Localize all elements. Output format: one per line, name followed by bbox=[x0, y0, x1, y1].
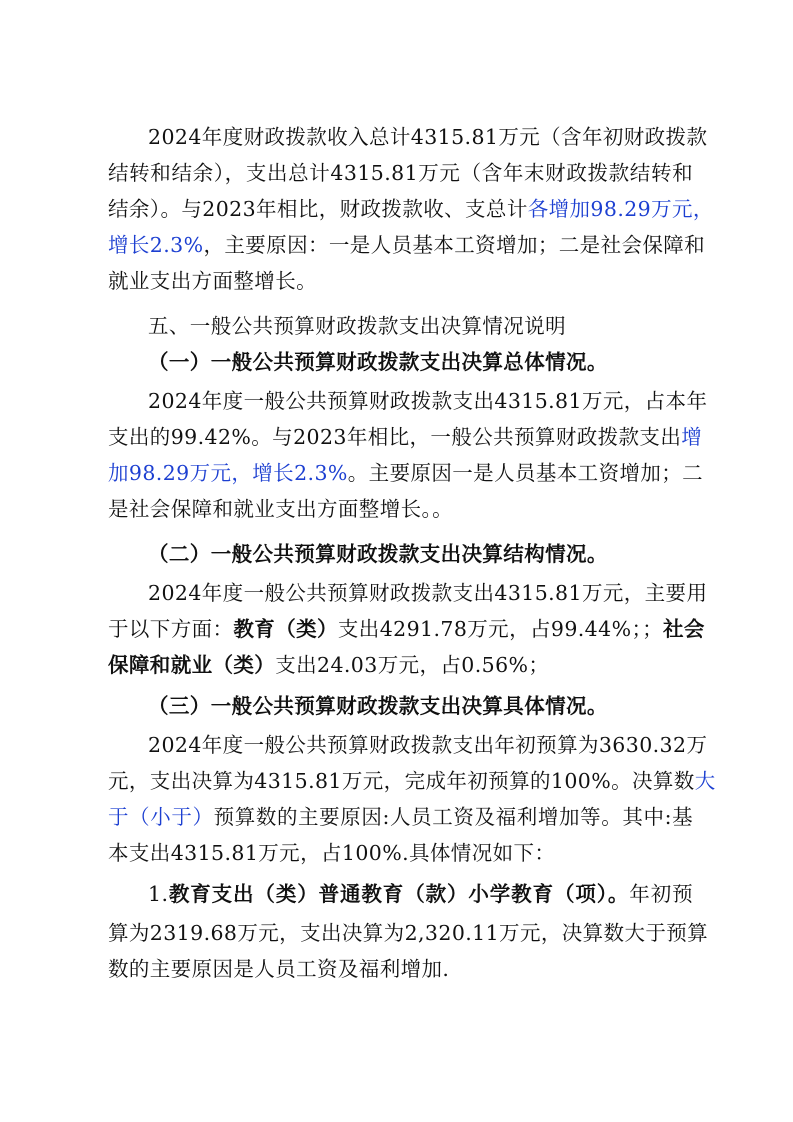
para1-line4 bbox=[108, 230, 706, 260]
sub1-increase-highlight-start: 增 bbox=[681, 425, 703, 449]
section5-heading: 五、一般公共预算财政拨款支出决算情况说明 bbox=[148, 314, 566, 338]
sub1-line4: 是社会保障和就业支出方面整增长。。 bbox=[108, 497, 454, 521]
para1-line4-text: ，主要原因：一是人员基本工资增加；二是社会保障和 bbox=[203, 233, 706, 257]
subsection3-title: （三）一般公共预算财政拨款支出决算具体情况。 bbox=[148, 694, 608, 718]
para1-line3-text: 结余）。与2023年相比，财政拨款收、支总计 bbox=[108, 197, 528, 221]
para1-growth-highlight: 增长2.3% bbox=[108, 233, 204, 257]
item1-title: 教育支出（类）普通教育（款）小学教育（项）。 bbox=[168, 882, 630, 906]
para1-line3 bbox=[108, 194, 714, 224]
sub1-line1: 2024年度一般公共预算财政拨款支出4315.81万元，占本年 bbox=[148, 389, 708, 413]
item1-line2: 算为2319.68万元，支出决算为2,320.11万元，决算数大于预算 bbox=[108, 921, 709, 945]
sub2-line1: 2024年度一般公共预算财政拨款支出4315.81万元，主要用 bbox=[148, 581, 708, 605]
sub1-line2 bbox=[108, 422, 703, 452]
item1-number: 1. bbox=[148, 882, 169, 906]
sub3-line2 bbox=[108, 766, 716, 796]
sub2-social-amount: 支出24.03万元，占0.56%； bbox=[275, 653, 550, 677]
sub2-education-label: 教育（类） bbox=[233, 617, 338, 641]
sub2-social-label-start: 社会 bbox=[663, 617, 705, 641]
item1-line3: 数的主要原因是人员工资及福利增加. bbox=[108, 957, 450, 981]
subsection2-title: （二）一般公共预算财政拨款支出决算结构情况。 bbox=[148, 542, 608, 566]
subsection1-title: （一）一般公共预算财政拨款支出决算总体情况。 bbox=[148, 350, 608, 374]
sub3-greater-highlight-start: 大 bbox=[694, 769, 716, 793]
sub2-line2-text: 于以下方面： bbox=[108, 617, 234, 641]
sub2-social-label: 保障和就业（类） bbox=[108, 653, 276, 677]
item1-line1 bbox=[148, 879, 693, 909]
sub3-line3 bbox=[108, 802, 693, 832]
sub3-line2-text: 元，支出决算为4315.81万元，完成年初预算的100%。决算数 bbox=[108, 769, 695, 793]
sub1-line3-text: 。主要原因一是人员基本工资增加；二 bbox=[347, 461, 704, 485]
sub2-line2 bbox=[108, 614, 705, 644]
para1-increase-highlight: 各增加98.29万元， bbox=[527, 197, 714, 221]
para1-line1: 2024年度财政拨款收入总计4315.81万元（含年初财政拨款 bbox=[148, 125, 708, 149]
sub1-line2-text: 支出的99.42%。与2023年相比，一般公共预算财政拨款支出 bbox=[108, 425, 682, 449]
para1-line5: 就业支出方面整增长。 bbox=[108, 269, 317, 293]
sub2-line3 bbox=[108, 650, 693, 680]
sub3-line3-text: 预算数的主要原因:人员工资及福利增加等。其中:基 bbox=[213, 805, 693, 829]
sub1-line3 bbox=[108, 458, 704, 488]
para1-line2: 结转和结余），支出总计4315.81万元（含年末财政拨款结转和 bbox=[108, 161, 693, 185]
item1-line1-text: 年初预 bbox=[629, 882, 693, 906]
sub2-education-amount: 支出4291.78万元，占99.44%；； bbox=[337, 617, 663, 641]
sub1-increase-highlight: 加98.29万元，增长2.3% bbox=[108, 461, 348, 485]
sub3-line1: 2024年度一般公共预算财政拨款支出年初预算为3630.32万 bbox=[148, 733, 708, 757]
sub3-greater-highlight: 于（小于） bbox=[108, 805, 214, 829]
sub3-line4: 本支出4315.81万元，占100%.具体情况如下： bbox=[108, 841, 556, 865]
